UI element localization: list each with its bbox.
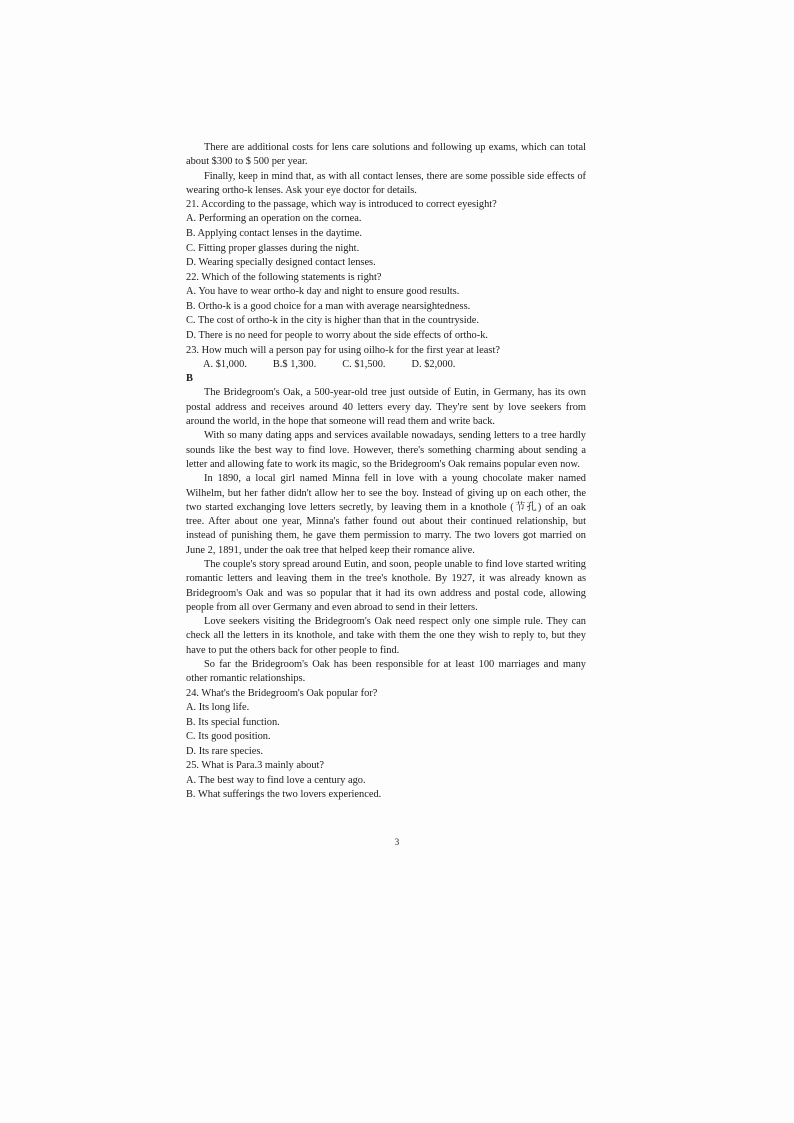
question-stem: 22. Which of the following statements is right? [186, 271, 382, 283]
passage-a-paragraph: There are additional costs for lens care solutions and following up exams, which can total about $300 to $ 500 per year. [186, 142, 586, 168]
passage-b-paragraph: The couple's story spread around Eutin, and soon, people unable to find love started writing romantic letters and leaving them in the tree's knothole. By 1927, it was already known as Bridegroom's Oak and was so popular that it had its own address and postal code, allowing people from all over Germany and even abroad to send in their letters. [186, 558, 586, 613]
question-stem: 25. What is Para.3 mainly about? [186, 760, 325, 772]
passage-b-paragraph: The Bridegroom's Oak, a 500-year-old tree just outside of Eutin, in Germany, has its own postal address and receives around 40 letters every day. They're sent by love seekers from around the world, in the hope that someone will read them and write back. [186, 387, 586, 428]
option-c: C. Fitting proper glasses during the night. [186, 242, 360, 254]
passage-b-paragraph: In 1890, a local girl named Minna fell in love with a young chocolate maker named Wilhelm, but her father didn't allow her to see the boy. Instead of giving up on each other, the two started exchanging love letters secretly, by leaving them in a knothole (节孔) of an oak tree. After about one year, Minna's father found out about their continued relationship, but instead of punishing them, he gave them permission to marry. The two lovers got married on June 2, 1891, under the oak tree that helped keep their romance alive. [186, 473, 586, 556]
question-25 [186, 759, 586, 802]
option-b: B. Applying contact lenses in the daytime. [186, 228, 363, 240]
question-stem: 21. According to the passage, which way is introduced to correct eyesight? [186, 199, 497, 211]
option-d: D. Its rare species. [186, 745, 264, 757]
option-a: A. Its long life. [186, 701, 250, 713]
question-24 [186, 687, 586, 760]
option-c: C. The cost of ortho-k in the city is higher than that in the countryside. [186, 315, 479, 327]
option-b: B.$ 1,300. [272, 358, 317, 370]
option-b: B. Its special function. [186, 716, 280, 728]
page-number: 3 [394, 837, 400, 847]
passage-a-paragraph: Finally, keep in mind that, as with all contact lenses, there are some possible side effects of wearing ortho-k lenses. Ask your eye doctor for details. [186, 170, 586, 196]
passage-b-paragraph: Love seekers visiting the Bridegroom's Oak need respect only one simple rule. They can check all the letters in its knothole, and take with them the one they wish to reply to, but they have to put the others back for other people to find. [186, 616, 586, 656]
passage-b-paragraph: So far the Bridegroom's Oak has been responsible for at least 100 marriages and many other romantic relationships. [186, 659, 586, 685]
option-a: A. You have to wear ortho-k day and night to ensure good results. [186, 286, 460, 298]
option-a: A. $1,000. [203, 358, 247, 370]
option-c: C. Its good position. [186, 731, 271, 743]
passage-b-paragraph: With so many dating apps and services available nowadays, sending letters to a tree hardly sounds like the best way to find love. However, there's something charming about sending a letter and allowing fate to work its magic, so the Bridegroom's Oak remains popular even now. [186, 430, 586, 470]
option-a: A. The best way to find love a century ago. [186, 774, 366, 786]
question-21 [186, 198, 586, 271]
option-a: A. Performing an operation on the cornea. [186, 213, 362, 225]
question-stem: 23. How much will a person pay for using oilho-k for the first year at least? [186, 344, 500, 356]
section-b-heading: B [186, 373, 193, 385]
question-stem: 24. What's the Bridegroom's Oak popular for? [186, 687, 378, 699]
option-b: B. What sufferings the two lovers experienced. [186, 789, 382, 801]
inline-options [203, 358, 586, 372]
option-d: D. There is no need for people to worry about the side effects of ortho-k. [186, 329, 489, 341]
option-d: D. Wearing specially designed contact lenses. [186, 257, 376, 269]
page-content [186, 141, 586, 803]
option-c: C. $1,500. [342, 358, 386, 370]
option-d: D. $2,000. [411, 358, 456, 370]
question-23 [186, 344, 586, 373]
question-22 [186, 271, 586, 344]
option-b: B. Ortho-k is a good choice for a man with average nearsightedness. [186, 300, 471, 312]
